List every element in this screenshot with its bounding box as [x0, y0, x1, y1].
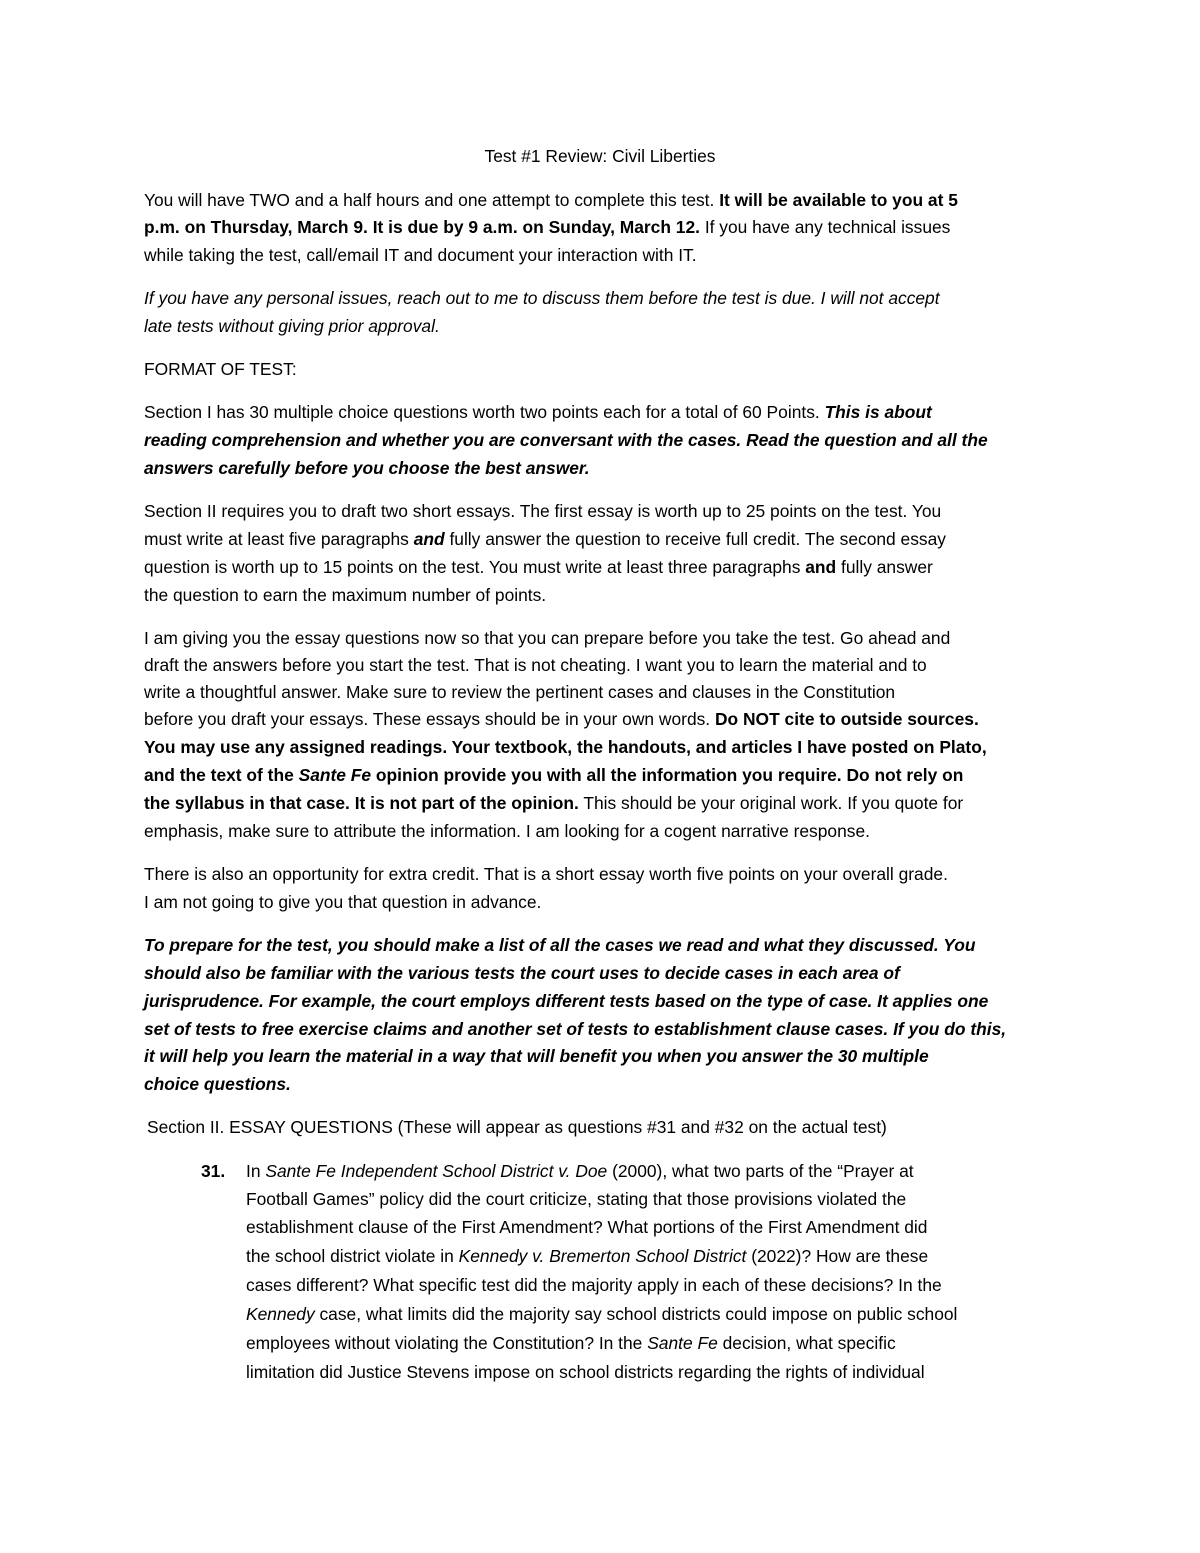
section-one-line-1	[144, 401, 932, 423]
personal-issues-line-2	[144, 315, 440, 337]
preparation-text: it will help you learn the material in a way that will benefit you when you answer the 30 multiple	[144, 1046, 929, 1066]
preparation-line-1	[144, 934, 975, 956]
technical-issues-text: If you have any technical issues	[699, 217, 951, 237]
essay-guidance-line-5	[144, 736, 987, 758]
no-outside-sources-text: Do NOT cite to outside sources.	[714, 709, 979, 729]
question-number: 31.	[201, 1161, 226, 1181]
intro-line-3: while taking the test, call/email IT and document your interaction with IT.	[144, 245, 697, 265]
question-31-line-5: cases different? What specific test did the majority apply in each of these decisions? In the	[246, 1275, 942, 1295]
question-text: employees without violating the Constitution? In the	[246, 1333, 648, 1353]
section-one-text: Section I has 30 multiple choice questions worth two points each for a total of 60 Points.	[144, 402, 825, 422]
preparation-text: set of tests to free exercise claims and another set of tests to establishment clause cases. If you do this,	[144, 1019, 1007, 1039]
essay-guidance-line-7	[144, 792, 963, 814]
question-31-line-2: Football Games” policy did the court criticize, stating that those provisions violated the	[246, 1189, 907, 1209]
syllabus-note-text: the syllabus in that case. It is not part of the opinion.	[144, 793, 579, 813]
reading-comprehension-text: reading comprehension and whether you are conversant with the cases. Read the question and all the	[144, 430, 988, 450]
answers-carefully-text: answers carefully before you choose the best answer.	[144, 458, 590, 478]
essay-guidance-bold-text: and the text of the	[144, 765, 299, 785]
essay-guidance-text: This should be your original work. If you quote for	[578, 793, 964, 813]
extra-credit-line-2: I am not going to give you that question in advance.	[144, 892, 542, 912]
intro-line-1	[144, 189, 958, 211]
intro-line-2	[144, 216, 950, 238]
section-two-text: question is worth up to 15 points on the test. You must write at least three paragraphs	[144, 557, 806, 577]
section-two-text: fully answer	[836, 557, 933, 577]
personal-issues-line-1	[144, 287, 940, 309]
assigned-readings-text: You may use any assigned readings. Your textbook, the handouts, and articles I have posted on Plato,	[144, 737, 987, 757]
preparation-line-5	[144, 1045, 929, 1067]
section-one-line-2	[144, 429, 988, 451]
question-31-line-7	[246, 1332, 896, 1354]
question-text: (2022)? How are these	[746, 1246, 929, 1266]
case-name: Kennedy	[246, 1304, 315, 1324]
question-31-line-1	[246, 1160, 914, 1182]
due-date-text: p.m. on Thursday, March 9. It is due by 9 a.m. on Sunday, March 12.	[144, 217, 700, 237]
and-emphasis: and	[413, 529, 445, 549]
question-text: (2000), what two parts of the “Prayer at	[607, 1161, 914, 1181]
preparation-line-3	[144, 990, 988, 1012]
format-heading: FORMAT OF TEST:	[144, 359, 297, 379]
question-31-line-3: establishment clause of the First Amendment? What portions of the First Amendment did	[246, 1217, 928, 1237]
availability-text: It will be available to you at 5	[719, 190, 958, 210]
section-two-line-2	[144, 528, 946, 550]
personal-issues-text: If you have any personal issues, reach out to me to discuss them before the test is due. I will not accept	[144, 288, 940, 308]
preparation-text: To prepare for the test, you should make a list of all the cases we read and what they discussed. You	[144, 935, 976, 955]
case-name: Sante Fe Independent School District v. Doe	[265, 1161, 608, 1181]
essay-guidance-line-1: I am giving you the essay questions now so that you can prepare before you take the test. Go ahead and	[144, 628, 951, 648]
extra-credit-line-1: There is also an opportunity for extra credit. That is a short essay worth five points on your overall grade.	[144, 864, 948, 884]
case-name: Sante Fe	[647, 1333, 718, 1353]
preparation-text: should also be familiar with the various tests the court uses to decide cases in each area of	[144, 963, 900, 983]
essay-guidance-line-2: draft the answers before you start the test. That is not cheating. I want you to learn the material and to	[144, 655, 927, 675]
intro-text: You will have TWO and a half hours and one attempt to complete this test.	[144, 190, 720, 210]
question-text: case, what limits did the majority say school districts could impose on public school	[314, 1304, 958, 1324]
document-title: Test #1 Review: Civil Liberties	[484, 146, 716, 166]
essay-guidance-line-4	[144, 708, 979, 730]
essay-guidance-line-3: write a thoughtful answer. Make sure to review the pertinent cases and clauses in the Constitution	[144, 682, 896, 702]
question-31-line-6	[246, 1303, 957, 1325]
essay-guidance-line-6	[144, 764, 963, 786]
and-emphasis: and	[805, 557, 837, 577]
preparation-line-6	[144, 1073, 291, 1095]
case-name: Sante Fe	[298, 765, 372, 785]
essay-guidance-text: before you draft your essays. These essays should be in your own words.	[144, 709, 715, 729]
preparation-text: jurisprudence. For example, the court employs different tests based on the type of case. It applies one	[144, 991, 989, 1011]
essay-guidance-line-8: emphasis, make sure to attribute the information. I am looking for a cogent narrative response.	[144, 821, 870, 841]
preparation-line-4	[144, 1018, 1006, 1040]
section-two-text: must write at least five paragraphs	[144, 529, 414, 549]
late-tests-text: late tests without giving prior approval.	[144, 316, 440, 336]
section-two-line-1: Section II requires you to draft two short essays. The first essay is worth up to 25 points on the test. You	[144, 501, 942, 521]
section-one-line-3	[144, 457, 590, 479]
section-two-text: fully answer the question to receive full credit. The second essay	[444, 529, 946, 549]
essay-guidance-bold-text: opinion provide you with all the information you require. Do not rely on	[371, 765, 964, 785]
question-text: the school district violate in	[246, 1246, 459, 1266]
question-31-line-8: limitation did Justice Stevens impose on school districts regarding the rights of individual	[246, 1362, 925, 1382]
question-31-line-4	[246, 1245, 928, 1267]
question-text: In	[246, 1161, 266, 1181]
case-name: Kennedy v. Bremerton School District	[458, 1246, 747, 1266]
preparation-line-2	[144, 962, 900, 984]
question-text: decision, what specific	[717, 1333, 896, 1353]
section-two-heading: Section II. ESSAY QUESTIONS (These will appear as questions #31 and #32 on the actual test)	[147, 1117, 887, 1137]
section-two-line-4: the question to earn the maximum number of points.	[144, 585, 547, 605]
preparation-text: choice questions.	[144, 1074, 291, 1094]
section-one-emphasis: This is about	[824, 402, 932, 422]
section-two-line-3	[144, 556, 933, 578]
